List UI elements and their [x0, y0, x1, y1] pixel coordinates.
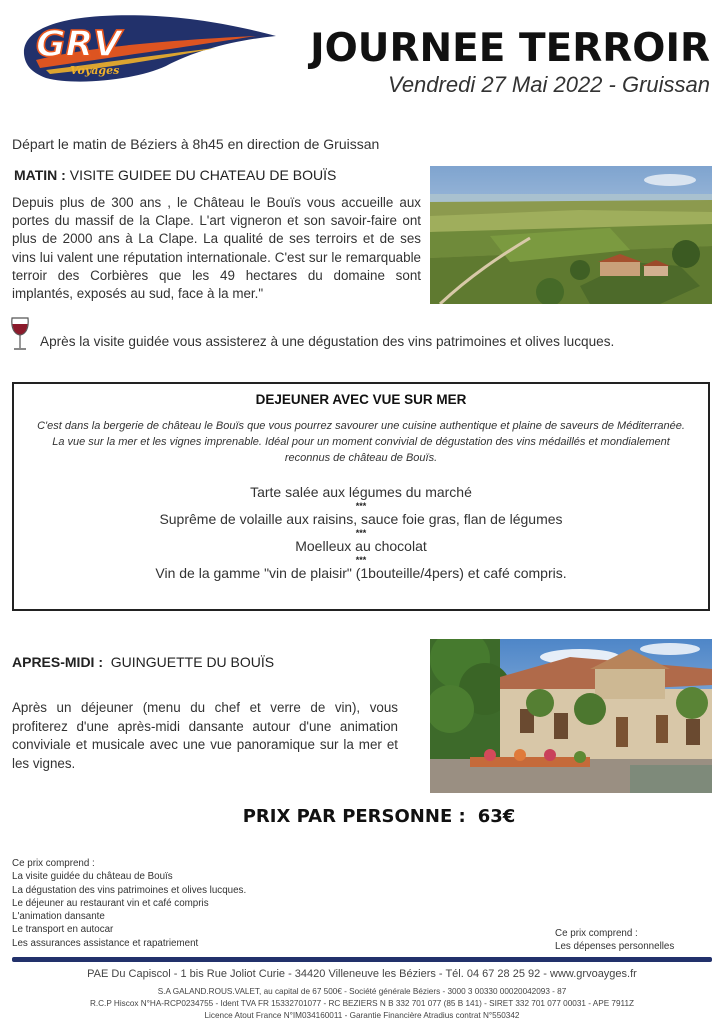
menu-separator: ***: [355, 528, 367, 538]
menu-item: Tarte salée aux légumes du marché: [250, 484, 472, 500]
includes-item: Le déjeuner au restaurant vin et café compris: [12, 897, 209, 909]
lunch-intro-line: C'est dans la bergerie de château le Bouïs que vous pourrez savourer une cuisine authentique et plaine de saveurs de Méditerranée.: [37, 420, 685, 432]
menu-item: Moelleux au chocolat: [295, 538, 427, 554]
afternoon-title: GUINGUETTE DU BOUÏS: [110, 654, 275, 670]
footer-licence: Licence Atout France N°IM034160011 - Garantie Financière Atradius contrat N°550342: [204, 1011, 520, 1020]
lunch-title: DEJEUNER AVEC VUE SUR MER: [255, 392, 467, 407]
page-title: JOURNEE TERROIR: [310, 26, 710, 71]
lunch-intro: [24, 418, 698, 466]
price-value: 63€: [477, 806, 516, 827]
includes-item: La dégustation des vins patrimoines et olives lucques.: [12, 884, 247, 896]
morning-heading: [14, 167, 336, 183]
departure-info: Départ le matin de Béziers à 8h45 en direction de Gruissan: [12, 136, 380, 152]
lunch-box: [12, 382, 710, 611]
logo-subtext: Voyages: [70, 64, 120, 77]
menu-separator: ***: [355, 501, 367, 511]
vineyard-aerial-photo: [430, 166, 712, 304]
menu-item: Suprême de volaille aux raisins, sauce foie gras, flan de légumes: [159, 511, 563, 527]
footer-address: PAE Du Capiscol - 1 bis Rue Joliot Curie - 34420 Villeneuve les Béziers - Tél. 04 67 28 25 92 - www.grvoayges.fr: [87, 968, 637, 980]
afternoon-description: Après un déjeuner (menu du chef et verre de vin), vous profiterez d'une après-midi dansante autour d'une animation conviviale et musicale avec une vue panoramique sur la mer et les vignes.: [12, 700, 398, 771]
grv-logo: [16, 10, 278, 84]
footer-divider: [12, 957, 712, 962]
morning-description: Depuis plus de 300 ans , le Château le Bouïs vous accueille aux portes du massif de la Clape. L'art vigneron et son savoir-faire ont plus de 2000 ans à La Clape. La qualité de ses terroirs et de ses vins lui valent une réputation internationale. C'est sur le remarquable terroir des Corbières que les 49 hectares du domaine sont implantés, exposés au sud, face à la mer.": [12, 195, 421, 302]
excludes-item: Les dépenses personnelles: [555, 941, 675, 953]
menu-item: Vin de la gamme "vin de plaisir" (1bouteille/4pers) et café compris.: [155, 565, 567, 581]
tasting-info: Après la visite guidée vous assisterez à une dégustation des vins patrimoines et olives lucques.: [40, 334, 615, 349]
guinguette-building-photo: [430, 639, 712, 793]
footer-company: S.A GALAND.ROUS.VALET, au capital de 67 500€ - Société générale Béziers - 3000 3 00330 00020042093 - 87: [157, 987, 567, 996]
menu-separator: ***: [355, 555, 367, 565]
afternoon-heading: [12, 654, 274, 670]
includes-item: La visite guidée du château de Bouïs: [12, 871, 173, 883]
wine-glass-icon: [10, 316, 30, 352]
logo-text: GRV: [36, 24, 122, 65]
lunch-menu: [14, 484, 708, 582]
lunch-intro-line: La vue sur la mer et les vignes imprenable. Idéal pour un moment convivial de dégustation des vins médaillés et mondialement: [52, 436, 670, 448]
includes-item: Le transport en autocar: [12, 924, 114, 936]
price-excludes: [555, 927, 674, 954]
price-label: PRIX PAR PERSONNE :: [242, 806, 466, 827]
includes-item: Les assurances assistance et rapatriement: [12, 937, 199, 949]
footer-registration: R.C.P Hiscox N°HA-RCP0234755 - Ident TVA FR 15332701077 - RC BEZIERS N B 332 701 077 (85 B 141) - SIRET 332 701 077 00031 - APE 7911Z: [89, 999, 635, 1008]
afternoon-label: APRES-MIDI :: [12, 654, 103, 670]
price-per-person: [0, 806, 724, 827]
page-subtitle: Vendredi 27 Mai 2022 - Gruissan: [387, 72, 710, 97]
lunch-intro-line: reconnus de château de Bouïs.: [284, 452, 438, 464]
includes-title: Ce prix comprend :: [12, 858, 95, 869]
morning-label: MATIN :: [14, 167, 66, 183]
excludes-title: Ce prix comprend :: [555, 928, 638, 939]
morning-title: VISITE GUIDEE DU CHATEAU DE BOUÏS: [69, 167, 337, 183]
includes-item: L'animation dansante: [12, 911, 105, 923]
price-includes: [12, 857, 246, 950]
